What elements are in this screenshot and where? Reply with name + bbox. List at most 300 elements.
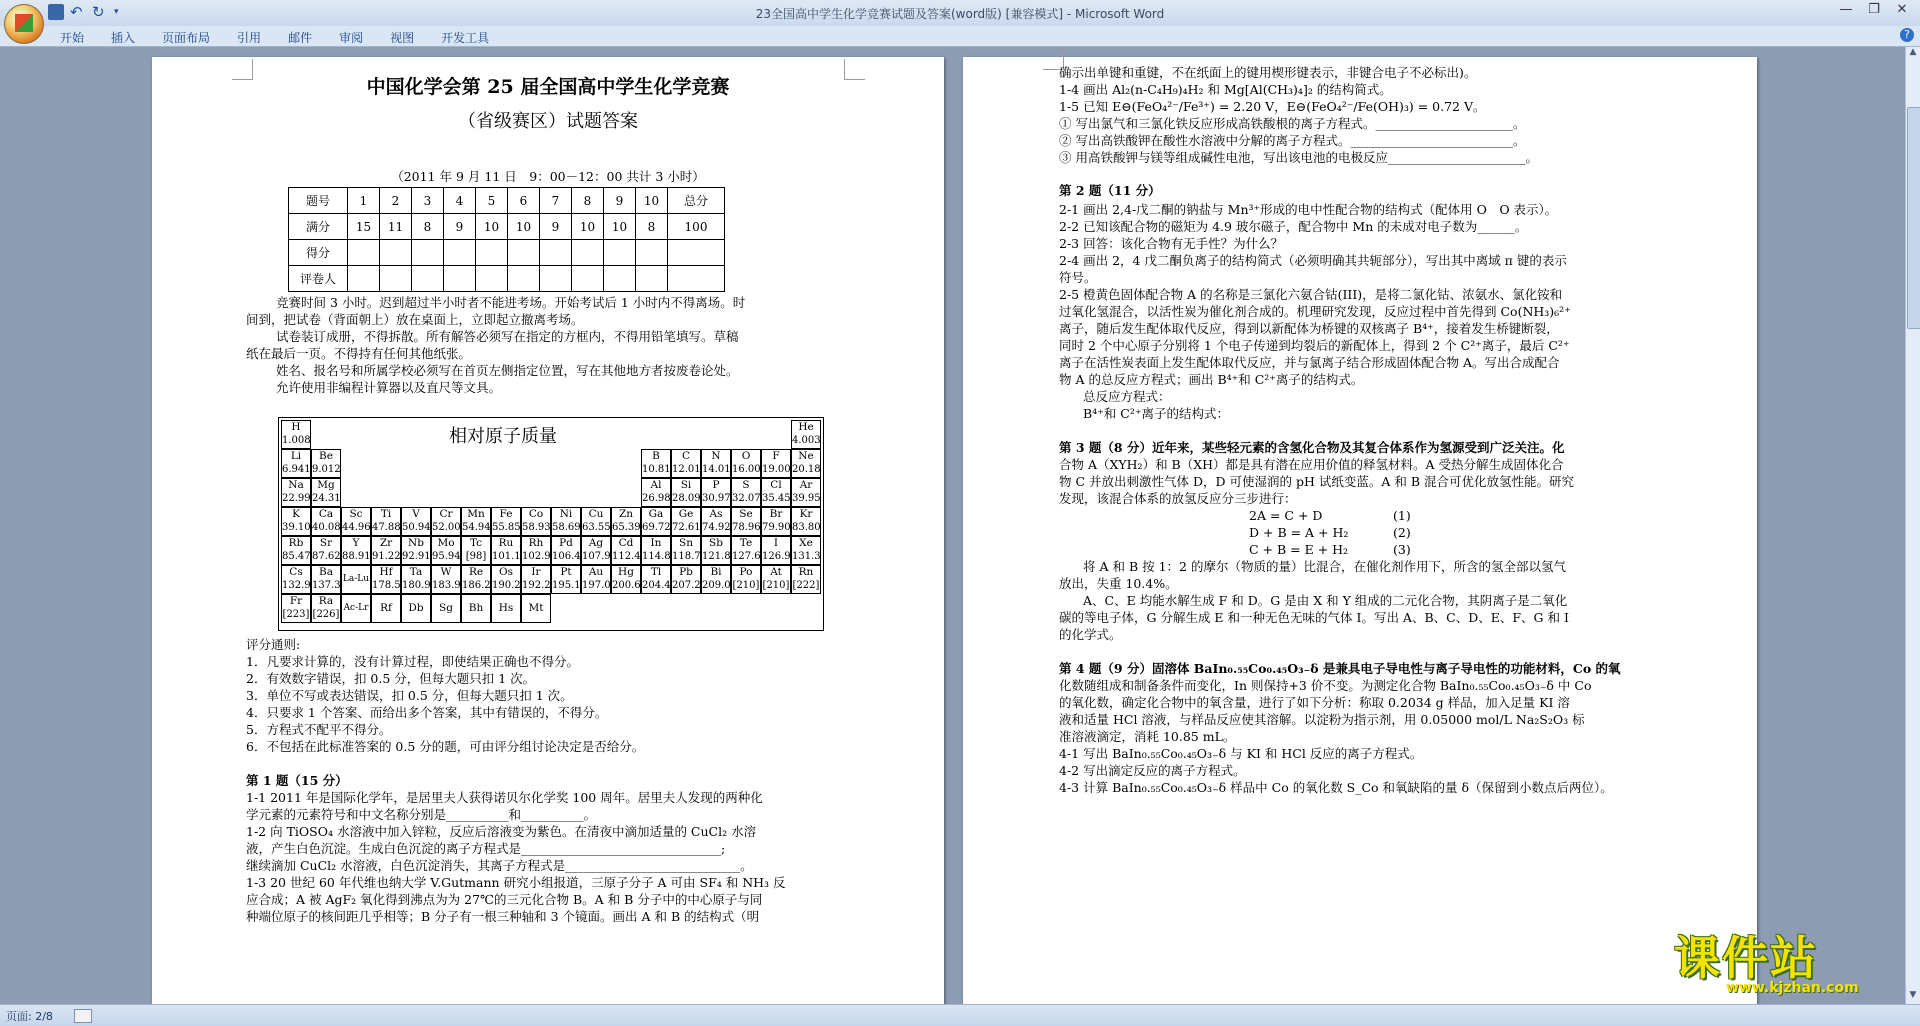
score-table-cell: 10 [636,188,668,214]
element-cell [341,507,371,536]
element-cell [371,594,401,623]
element-cell [281,478,311,507]
element-cell [461,507,491,536]
element-symbol: Na [288,479,304,491]
element-cell [671,449,701,478]
element-symbol: Ac-Lr [343,603,369,613]
element-mass: 50.94 [402,522,431,533]
element-mass: 180.9 [402,580,431,591]
element-cell [761,449,791,478]
scrollbar-thumb[interactable] [1907,107,1920,329]
element-mass: 39.95 [792,493,821,504]
element-cell [701,565,731,594]
element-cell [341,536,371,565]
element-symbol: Ti [380,508,392,520]
element-symbol: Zn [618,508,634,520]
scoring-rules-heading: 评分通则: [246,637,301,652]
element-mass: 32.07 [732,493,761,504]
element-mass: 114.8 [642,551,671,562]
tab-home[interactable]: 开始 [60,31,85,45]
body-line: 4-1 写出 BaIn₀.₅₅Co₀.₄₅O₃₋δ 与 KI 和 HCl 反应的离子方程式。 [1059,746,1423,761]
element-mass: 74.92 [702,522,731,533]
body-line: 液和适量 HCl 溶液，与样品反应使其溶解。以淀粉为指示剂，用 0.05000 mol/L Na₂S₂O₃ 标 [1059,712,1585,727]
element-symbol: Te [739,537,753,549]
body-line: 确示出单键和重键，不在纸面上的键用楔形键表示，非键合电子不必标出)。 [1059,65,1477,80]
body-line: 4．只要求 1 个答案、而给出多个答案，其中有错误的，不得分。 [246,705,608,720]
score-table-cell [508,266,540,292]
element-symbol: Br [769,508,783,520]
element-cell [641,536,671,565]
element-cell [611,565,641,594]
element-cell [281,565,311,594]
page-counter[interactable]: 页面: 2/8 [6,1010,53,1023]
score-table-row [289,214,725,240]
element-symbol: La-Lu [342,574,370,584]
element-cell [521,536,551,565]
score-table-cell [412,240,444,266]
element-symbol: Rf [380,602,392,614]
tab-developer[interactable]: 开发工具 [441,31,490,45]
element-mass: 26.98 [642,493,671,504]
element-symbol: Tc [469,537,483,549]
element-symbol: Ga [648,508,664,520]
element-cell [701,507,731,536]
element-symbol: In [650,537,662,549]
element-mass: 14.01 [702,464,731,475]
element-cell [671,536,701,565]
element-cell [311,507,341,536]
element-cell [401,536,431,565]
element-cell [431,536,461,565]
element-symbol: Kr [799,508,813,520]
body-line: 化数随组成和制备条件而变化，In 则保持+3 价不变。为测定化合物 BaIn₀.₅₅Co₀.₄₅O₃₋δ 中 Co [1059,678,1592,693]
element-cell [761,478,791,507]
body-line: 2．有效数字错误，扣 0.5 分，但每大题只扣 1 次。 [246,671,536,686]
question-heading: 第 3 题（8 分）近年来，某些轻元素的含氢化合物及其复合体系作为氢源受到广泛关注。化 [1059,440,1565,455]
body-line: 6．不包括在此标准答案的 0.5 分的题，可由评分组讨论决定是否给分。 [246,739,645,754]
element-cell [701,536,731,565]
element-cell [491,565,521,594]
score-table-cell: 10 [572,214,604,240]
element-mass: 204.4 [642,580,671,591]
element-symbol: Xe [799,537,813,549]
question-heading: 第 1 题（15 分） [246,773,348,788]
element-cell [341,565,371,594]
element-symbol: Bh [468,602,484,614]
element-cell [791,449,821,478]
restore-button[interactable]: ❐ [1868,2,1880,17]
body-line: 3．单位不写或表达错误，扣 0.5 分，但每大题只扣 1 次。 [246,688,573,703]
body-line: ① 写出氯气和三氯化铁反应形成高铁酸根的离子方程式。______________________。 [1059,116,1526,131]
element-symbol: F [772,450,780,462]
element-mass: 52.00 [432,522,461,533]
element-symbol: Nb [408,537,424,549]
element-cell [551,565,581,594]
body-line: 同时 2 个中心原子分别将 1 个电子传递到均裂后的新配体上，得到 2 个 C²⁺离子，最后 C²⁺ [1059,338,1570,353]
periodic-table-title: 相对原子质量 [449,426,557,447]
body-line: 的氧化数，确定化合物中的氧含量，进行了如下分析：称取 0.2034 g 样品，加入足量 KI 溶 [1059,695,1570,710]
element-mass: 83.80 [792,522,821,533]
element-symbol: Cr [439,508,453,520]
body-line: 4-2 写出滴定反应的离子方程式。 [1059,763,1246,778]
element-mass: 131.3 [792,551,821,562]
element-cell [371,565,401,594]
score-table-cell [348,266,380,292]
element-mass: 91.22 [372,551,401,562]
score-table-cell: 15 [348,214,380,240]
element-mass: 1.008 [282,435,311,446]
element-symbol: Ir [531,566,541,578]
element-cell [491,536,521,565]
document-workspace [0,47,1906,1004]
body-line: 1-2 向 TiOSO₄ 水溶液中加入锌粒，反应后溶液变为紫色。在清夜中滴加适量的 CuCl₂ 水溶 [246,824,757,839]
element-mass: 47.88 [372,522,401,533]
element-mass: 58.69 [552,522,581,533]
score-table-cell [476,240,508,266]
body-line: C + B = E + H₂ [1249,542,1349,557]
tab-insert[interactable]: 插入 [111,31,136,45]
tab-references[interactable]: 引用 [237,31,262,45]
element-symbol: Pb [679,566,693,578]
score-table-cell: 9 [540,214,572,240]
element-mass: 79.90 [762,522,791,533]
title-bar [0,0,1920,26]
status-bar [0,1004,1920,1026]
score-table-cell: 9 [604,188,636,214]
body-line: (3) [1393,542,1411,557]
element-cell [311,478,341,507]
element-cell [701,478,731,507]
element-symbol: Li [290,450,302,462]
body-line: 4-3 计算 BaIn₀.₅₅Co₀.₄₅O₃₋δ 样品中 Co 的氧化数 S_Co 和氧缺陷的量 δ（保留到小数点后两位）。 [1059,780,1613,795]
score-table-cell [604,240,636,266]
element-mass: 87.62 [312,551,341,562]
body-line: (2) [1393,525,1411,540]
body-line: 的化学式。 [1059,627,1122,642]
element-symbol: Co [528,508,544,520]
body-line: ③ 用高铁酸钾与镁等组成碱性电池，写出该电池的电极反应______________________。 [1059,150,1538,165]
element-cell [671,478,701,507]
customize-qat-icon[interactable]: ▾ [114,7,119,17]
tab-page-layout[interactable]: 页面布局 [162,31,211,45]
score-table-cell [572,266,604,292]
body-line: (1) [1393,508,1411,523]
scroll-up-arrow-icon[interactable]: ▲ [1909,47,1917,57]
element-symbol: Os [499,566,513,578]
watermark-logo [1666,922,1904,1000]
vertical-scrollbar[interactable] [1905,47,1920,1004]
score-table-cell: 总分 [668,188,725,214]
body-line: 发现，该混合体系的放氢反应分三步进行： [1059,491,1297,506]
element-mass: 4.003 [792,435,821,446]
undo-icon[interactable]: ↶ [70,3,83,21]
element-mass: 200.6 [612,580,641,591]
score-table-cell: 4 [444,188,476,214]
element-cell [551,507,581,536]
body-line: 5．方程式不配平不得分。 [246,722,392,737]
body-line: 学元素的元素符号和中文名称分别是__________和__________。 [246,807,597,822]
element-mass: 20.18 [792,464,821,475]
element-symbol: Ru [498,537,514,549]
body-line: ② 写出高铁酸钾在酸性水溶液中分解的离子方程式。__________________________。 [1059,133,1526,148]
element-mass: 195.1 [552,580,581,591]
body-line: D + B = A + H₂ [1249,525,1349,540]
watermark-text: 课件站 [1674,931,1818,985]
scroll-down-arrow-icon[interactable]: ▼ [1909,990,1917,1000]
body-line: 1-3 20 世纪 60 年代维也纳大学 V.Gutmann 研究小组报道，三原子分子 A 可由 SF₄ 和 NH₃ 反 [246,875,786,890]
body-line: 继续滴加 CuCl₂ 水溶液，白色沉淀消失，其离子方程式是____________________________。 [246,858,753,873]
score-table-cell: 8 [412,214,444,240]
element-symbol: Au [588,566,604,578]
rule-line: 允许使用非编程计算器以及直尺等文具。 [276,380,502,395]
element-cell [731,536,761,565]
score-table-row-label: 题号 [289,188,348,214]
score-table-cell: 100 [668,214,725,240]
element-cell [731,565,761,594]
score-table-row-label: 满分 [289,214,348,240]
element-cell [641,565,671,594]
element-mass: 209.0 [702,580,731,591]
element-mass: 190.2 [492,580,521,591]
score-table-cell [380,240,412,266]
element-symbol: As [709,508,723,520]
body-line: 放出，失重 10.4%。 [1059,576,1178,591]
score-table-cell: 2 [380,188,412,214]
element-cell [551,536,581,565]
score-table-row-label: 得分 [289,240,348,266]
office-logo-icon [15,14,33,32]
element-cell [611,507,641,536]
element-symbol: P [712,479,720,491]
score-table-cell [348,240,380,266]
element-symbol: Ne [798,450,814,462]
element-mass: 9.012 [312,464,341,475]
score-table-cell: 6 [508,188,540,214]
element-symbol: Ge [678,508,694,520]
score-table-row [289,266,725,292]
element-symbol: Mo [437,537,455,549]
tab-review[interactable]: 审阅 [339,31,364,45]
score-table-cell: 9 [444,214,476,240]
element-mass: [210] [762,580,790,591]
body-line: 2-3 回答：该化合物有无手性？为什么？ [1059,236,1284,251]
body-line: B⁴⁺和 C²⁺离子的结构式： [1083,406,1229,421]
tab-mailings[interactable]: 邮件 [288,31,313,45]
body-line: 准溶液滴定，消耗 10.85 mL。 [1059,729,1236,744]
element-symbol: Pt [560,566,572,578]
element-mass: 6.941 [282,464,311,475]
element-cell [791,536,821,565]
body-line: 2-4 画出 2，4 戊二酮负离子的结构简式（必须明确其共轭部分），写出其中离域 π 键的表示 [1059,253,1567,268]
element-cell [761,536,791,565]
element-mass: 10.81 [642,464,671,475]
score-table-cell [444,266,476,292]
rule-line: 间到，把试卷（背面朝上）放在桌面上，立即起立撤离考场。 [246,312,584,327]
element-symbol: Tl [650,566,662,578]
element-cell [281,449,311,478]
element-mass: 183.9 [432,580,461,591]
close-button[interactable]: ✕ [1896,2,1908,17]
element-cell [281,536,311,565]
score-table-cell: 7 [540,188,572,214]
element-mass: 112.4 [612,551,641,562]
element-mass: 121.8 [702,551,731,562]
element-symbol: Hg [618,566,634,578]
body-line: 离子在活性炭表面上发生配体取代反应，并与氯离子结合形成固体配合物 A。写出合成配合 [1059,355,1560,370]
body-line: A、C、E 均能水解生成 F 和 D。G 是由 X 和 Y 组成的二元化合物，其阴离子是二氧化 [1083,593,1568,608]
document-page-left[interactable] [152,57,944,1004]
periodic-table [278,417,824,631]
element-symbol: S [742,479,750,491]
element-symbol: Bi [710,566,722,578]
body-line: 种端位原子的核间距几乎相等；B 分子有一根三种轴和 3 个镜面。画出 A 和 B 的结构式（明 [246,909,760,924]
ribbon-tabs [60,29,516,46]
element-mass: 69.72 [642,522,671,533]
element-symbol: B [652,450,660,462]
element-mass: 65.39 [612,522,641,533]
element-mass: 127.6 [732,551,761,562]
element-cell [401,594,431,623]
element-mass: 92.91 [402,551,431,562]
element-symbol: Po [739,566,753,578]
element-symbol: He [798,421,814,433]
rule-line: 纸在最后一页。不得持有任何其他纸张。 [246,346,472,361]
element-symbol: C [681,450,691,462]
element-mass: 107.9 [582,551,611,562]
element-cell [521,565,551,594]
element-symbol: Se [739,508,753,520]
element-cell [761,565,791,594]
macro-recording-icon[interactable] [74,1009,92,1023]
element-symbol: Ba [319,566,333,578]
element-mass: 63.55 [582,522,611,533]
element-mass: 192.2 [522,580,551,591]
element-mass: 19.00 [762,464,791,475]
element-mass: 102.9 [522,551,551,562]
element-symbol: Zr [379,537,393,549]
element-cell [491,594,521,623]
doc-date-line: （2011 年 9 月 11 日 9：00－12：00 共计 3 小时） [391,169,705,184]
element-cell [791,565,821,594]
body-line: 离子，随后发生配体取代反应，得到以新配体为桥键的双核离子 B⁴⁺，接着发生桥键断裂， [1059,321,1559,336]
element-mass: 197.0 [582,580,611,591]
question-heading: 第 2 题（11 分） [1059,183,1161,198]
element-mass: 178.5 [372,580,401,591]
rule-line: 竞赛时间 3 小时。迟到超过半小时者不能进考场。开始考试后 1 小时内不得离场。时 [276,295,746,310]
score-table-cell [444,240,476,266]
body-line: 物 C 并放出刺激性气体 D，D 可使湿润的 pH 试纸变蓝。A 和 B 混合可优化放氢性能。研究 [1059,474,1574,489]
element-symbol: K [292,508,300,520]
element-mass: 30.97 [702,493,731,504]
score-table-cell [636,240,668,266]
body-line: 碳的等电子体，G 分解生成 E 和一种无色无味的气体 I。写出 A、B、C、D、E、F、G 和 I [1059,610,1569,625]
tab-view[interactable]: 视图 [390,31,415,45]
element-mass: [222] [792,580,820,591]
element-mass: 54.94 [462,522,491,533]
score-table-cell [572,240,604,266]
watermark-url: www.kjzhan.com [1726,980,1859,996]
element-symbol: Fe [499,508,513,520]
score-table-row [289,188,725,214]
element-symbol: Sb [709,537,723,549]
element-cell [311,565,341,594]
element-mass: 88.91 [342,551,371,562]
body-line: 过氧化氢混合，以活性炭为催化剂合成的。机理研究发现，反应过程中首先得到 Co(NH₃)₆²⁺ [1059,304,1571,319]
score-table-cell [412,266,444,292]
element-mass: 55.85 [492,522,521,533]
element-symbol: Pd [559,537,573,549]
element-mass: [98] [465,551,487,562]
element-symbol: Cs [289,566,303,578]
element-symbol: Ra [318,595,334,607]
body-line: 2-5 橙黄色固体配合物 A 的名称是三氯化六氨合钴(III)，是将二氯化钴、浓氨水、氯化铵和 [1059,287,1563,302]
element-symbol: Sr [319,537,333,549]
body-line: 总反应方程式： [1083,389,1171,404]
element-mass: [226] [312,609,340,620]
body-line: 2A = C + D [1249,508,1323,523]
element-symbol: Ni [559,508,573,520]
element-cell [611,536,641,565]
score-table-cell [380,266,412,292]
element-cell [281,507,311,536]
element-symbol: H [291,421,301,433]
element-mass: 16.00 [732,464,761,475]
element-symbol: Mt [528,602,544,614]
element-cell [521,594,551,623]
element-symbol: W [440,566,452,578]
help-icon[interactable]: ? [1900,28,1914,42]
element-cell [671,565,701,594]
score-table-row [289,240,725,266]
element-cell [311,449,341,478]
score-table [288,187,725,292]
score-table-cell: 11 [380,214,412,240]
redo-icon[interactable]: ↻ [92,3,105,21]
element-cell [731,507,761,536]
element-symbol: Rn [798,566,814,578]
element-cell [431,507,461,536]
element-mass: 85.47 [282,551,311,562]
element-symbol: Sn [679,537,693,549]
element-cell [461,565,491,594]
element-symbol: Fr [289,595,303,607]
element-cell [671,507,701,536]
document-page-right[interactable] [963,57,1757,1004]
element-cell [581,565,611,594]
body-line: 2-1 画出 2,4-戊二酮的钠盐与 Mn³⁺形成的电中性配合物的结构式（配体用 O O 表示）。 [1059,202,1558,217]
element-mass: 186.2 [462,580,491,591]
body-line: 1-4 画出 Al₂(n-C₄H₉)₄H₂ 和 Mg[Al(CH₃)₄]₂ 的结构简式。 [1059,82,1392,97]
element-symbol: Rb [288,537,304,549]
office-button[interactable] [4,4,44,44]
element-symbol: O [741,450,751,462]
score-table-cell [476,266,508,292]
score-table-cell [668,240,725,266]
element-symbol: V [412,508,420,520]
element-symbol: Rh [528,537,544,549]
element-mass: 101.1 [492,551,521,562]
score-table-cell [508,240,540,266]
element-mass: 72.61 [672,522,701,533]
question-heading: 第 4 题（9 分）固溶体 BaIn₀.₅₅Co₀.₄₅O₃₋δ 是兼具电子导电性与离子导电性的功能材料，Co 的氧 [1059,661,1621,676]
element-cell [731,449,761,478]
element-cell [371,536,401,565]
element-symbol: Hf [379,566,393,578]
score-table-cell: 10 [604,214,636,240]
body-line: 液，产生白色沉淀。生成白色沉淀的离子方程式是________________________________; [246,841,726,856]
minimize-button[interactable]: — [1839,2,1853,17]
element-mass: 137.3 [312,580,341,591]
